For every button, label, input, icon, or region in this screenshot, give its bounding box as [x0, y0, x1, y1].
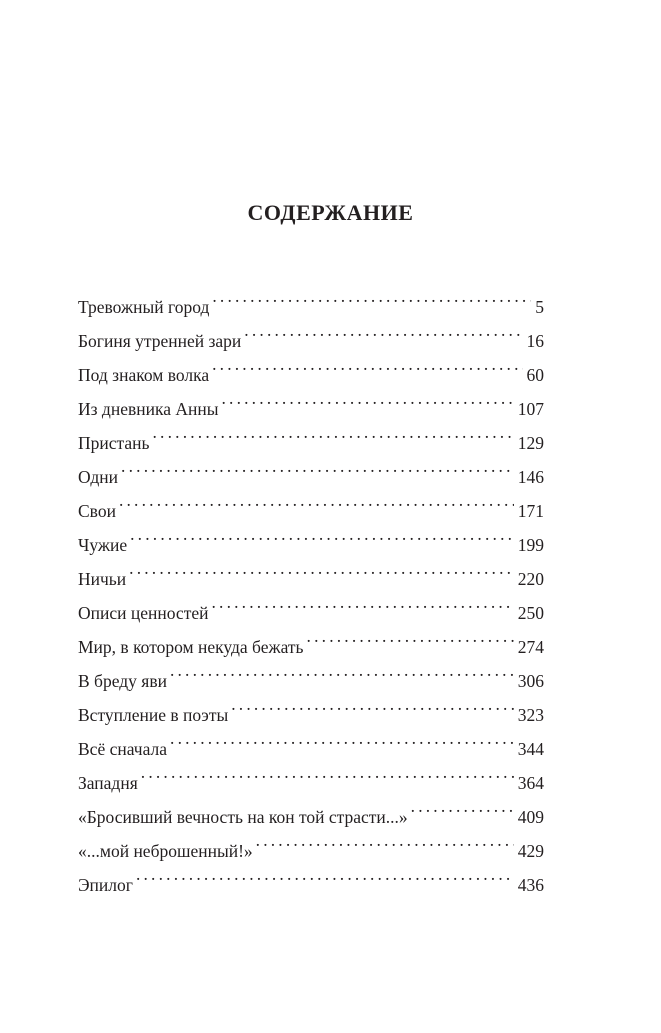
toc-entry-title: Чужие: [78, 535, 128, 555]
toc-entry-title: Свои: [78, 501, 116, 521]
toc-entry-title: Ничьи: [78, 569, 127, 589]
toc-entry-page-number: 306: [514, 664, 544, 698]
toc-entry-title: Под знаком волка: [78, 365, 210, 385]
toc-entry-title: Эпилог: [78, 875, 133, 895]
toc-entry-page-number: 323: [514, 698, 544, 732]
dot-leader: [153, 415, 514, 449]
dot-leader: [212, 347, 522, 381]
toc-entry-title: Одни: [78, 467, 119, 487]
toc-entry-page-number: 129: [514, 426, 544, 460]
toc-entry-title: «Бросивший вечность на кон той страсти...»: [78, 807, 408, 827]
toc-entry-page-number: 146: [514, 460, 544, 494]
toc-entry-title: Из дневника Анны: [78, 399, 219, 419]
dot-leader: [170, 721, 514, 755]
toc-entry-title: Всё сначала: [78, 739, 168, 759]
toc-entry-page-number: 274: [514, 630, 544, 664]
dot-leader: [211, 585, 513, 619]
toc-entry-page-number: 250: [514, 596, 544, 630]
toc-entry-title: Мир, в котором некуда бежать: [78, 637, 304, 657]
dot-leader: [411, 789, 514, 823]
dot-leader: [130, 517, 514, 551]
toc-entry[interactable]: [78, 483, 544, 521]
toc-entry-page-number: 220: [514, 562, 544, 596]
toc-entry-title: Богиня утренней зари: [78, 331, 242, 351]
toc-entry-page-number: 5: [531, 290, 544, 324]
toc-entry-page-number: 199: [514, 528, 544, 562]
dot-leader: [170, 653, 514, 687]
dot-leader: [141, 755, 514, 789]
toc-entry-page-number: 429: [514, 834, 544, 868]
dot-leader: [136, 857, 514, 891]
toc-entry-page-number: 107: [514, 392, 544, 426]
toc-entry-page-number: 364: [514, 766, 544, 800]
dot-leader: [244, 313, 522, 347]
table-of-contents: [78, 279, 544, 895]
dot-leader: [221, 381, 513, 415]
toc-entry[interactable]: [78, 789, 544, 827]
toc-entry[interactable]: [78, 585, 544, 623]
toc-entry-page-number: 16: [523, 324, 545, 358]
page-title: СОДЕРЖАНИЕ: [247, 200, 414, 225]
toc-entry-title: «...мой неброшенный!»: [78, 841, 253, 861]
toc-entry-title: В бреду яви: [78, 671, 167, 691]
dot-leader: [307, 619, 514, 653]
toc-entry-title: Вступление в поэты: [78, 705, 229, 725]
toc-entry-title: Западня: [78, 773, 138, 793]
dot-leader: [129, 551, 514, 585]
toc-entry-page-number: 344: [514, 732, 544, 766]
toc-entry[interactable]: [78, 449, 544, 487]
toc-entry[interactable]: [78, 551, 544, 589]
toc-entry[interactable]: [78, 279, 544, 317]
dot-leader: [231, 687, 514, 721]
toc-entry-page-number: 436: [514, 868, 544, 902]
toc-entry-page-number: 171: [514, 494, 544, 528]
toc-entry-title: Тревожный город: [78, 297, 210, 317]
toc-entry[interactable]: [78, 857, 544, 895]
toc-entry-page-number: 409: [514, 800, 544, 834]
toc-entry-title: Описи ценностей: [78, 603, 209, 623]
dot-leader: [212, 279, 531, 313]
dot-leader: [256, 823, 514, 857]
toc-entry-title: Пристань: [78, 433, 150, 453]
dot-leader: [119, 483, 514, 517]
toc-entry[interactable]: [78, 755, 544, 793]
dot-leader: [121, 449, 514, 483]
toc-entry-page-number: 60: [523, 358, 545, 392]
toc-entry[interactable]: [78, 517, 544, 555]
